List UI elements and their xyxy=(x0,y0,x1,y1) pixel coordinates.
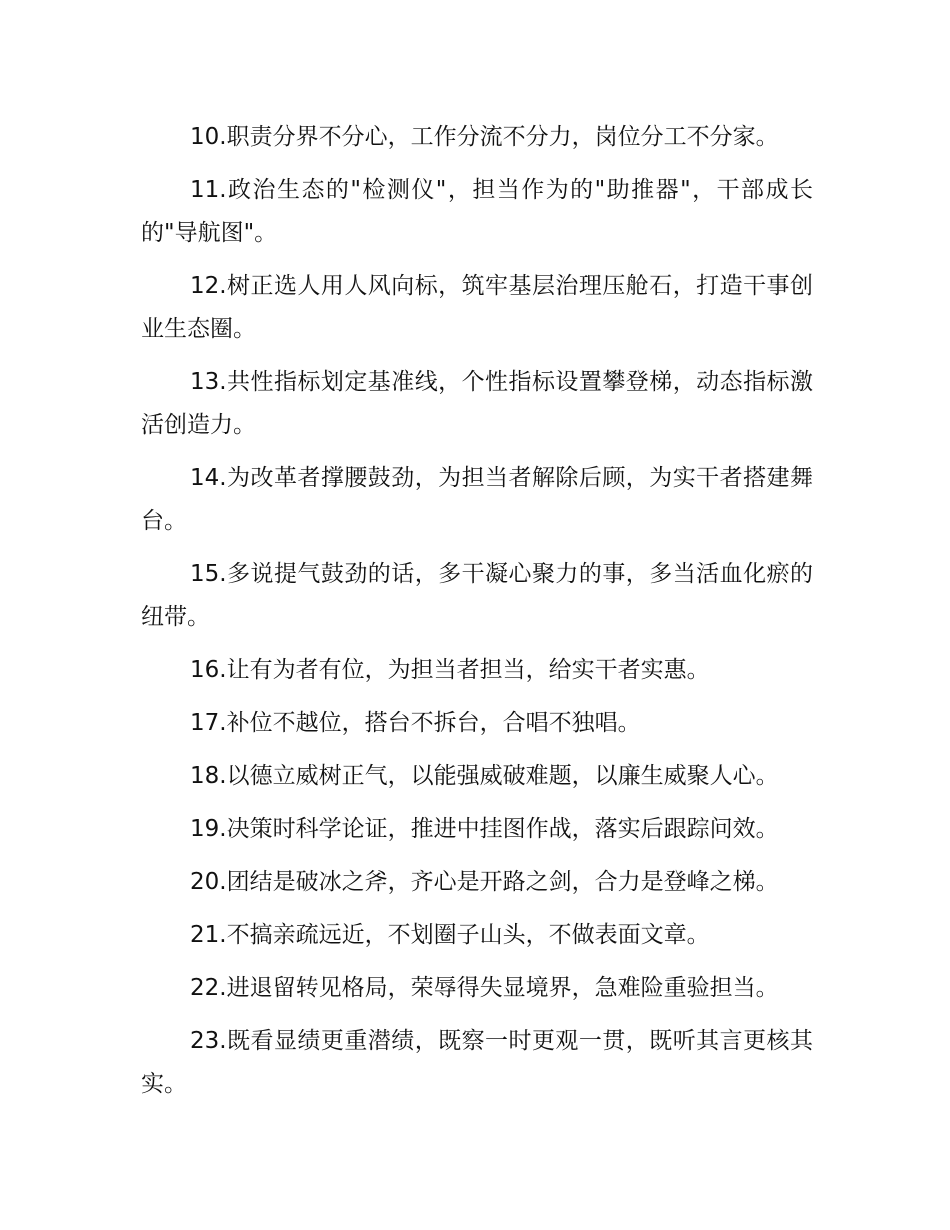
paragraph-19: 19.决策时科学论证，推进中挂图作战，落实后跟踪问效。 xyxy=(190,816,779,842)
document-body xyxy=(141,116,813,1116)
paragraph-21: 21.不搞亲疏远近，不划圈子山头，不做表面文章。 xyxy=(190,922,710,948)
paragraph-17: 17.补位不越位，搭台不拆台，合唱不独唱。 xyxy=(190,710,641,736)
paragraph-11: 11.政治生态的"检测仪"，担当作为的"助推器"，干部成长的"导航图"。 xyxy=(141,177,813,246)
paragraph-20: 20.团结是破冰之斧，齐心是开路之剑，合力是登峰之梯。 xyxy=(190,869,779,895)
paragraph-10: 10.职责分界不分心，工作分流不分力，岗位分工不分家。 xyxy=(190,124,779,150)
paragraph-18: 18.以德立威树正气，以能强威破难题，以廉生威聚人心。 xyxy=(190,763,779,789)
paragraph-23: 23.既看显绩更重潜绩，既察一时更观一贯，既听其言更核其实。 xyxy=(141,1028,813,1097)
paragraph-16: 16.让有为者有位，为担当者担当，给实干者实惠。 xyxy=(190,657,710,683)
paragraph-22: 22.进退留转见格局，荣辱得失显境界，急难险重验担当。 xyxy=(190,975,779,1001)
paragraph-15: 15.多说提气鼓劲的话，多干凝心聚力的事，多当活血化瘀的纽带。 xyxy=(141,561,813,630)
paragraph-12: 12.树正选人用人风向标，筑牢基层治理压舱石，打造干事创业生态圈。 xyxy=(141,273,813,342)
paragraph-14: 14.为改革者撑腰鼓劲，为担当者解除后顾，为实干者搭建舞台。 xyxy=(141,465,813,534)
paragraph-13: 13.共性指标划定基准线，个性指标设置攀登梯，动态指标激活创造力。 xyxy=(141,369,813,438)
